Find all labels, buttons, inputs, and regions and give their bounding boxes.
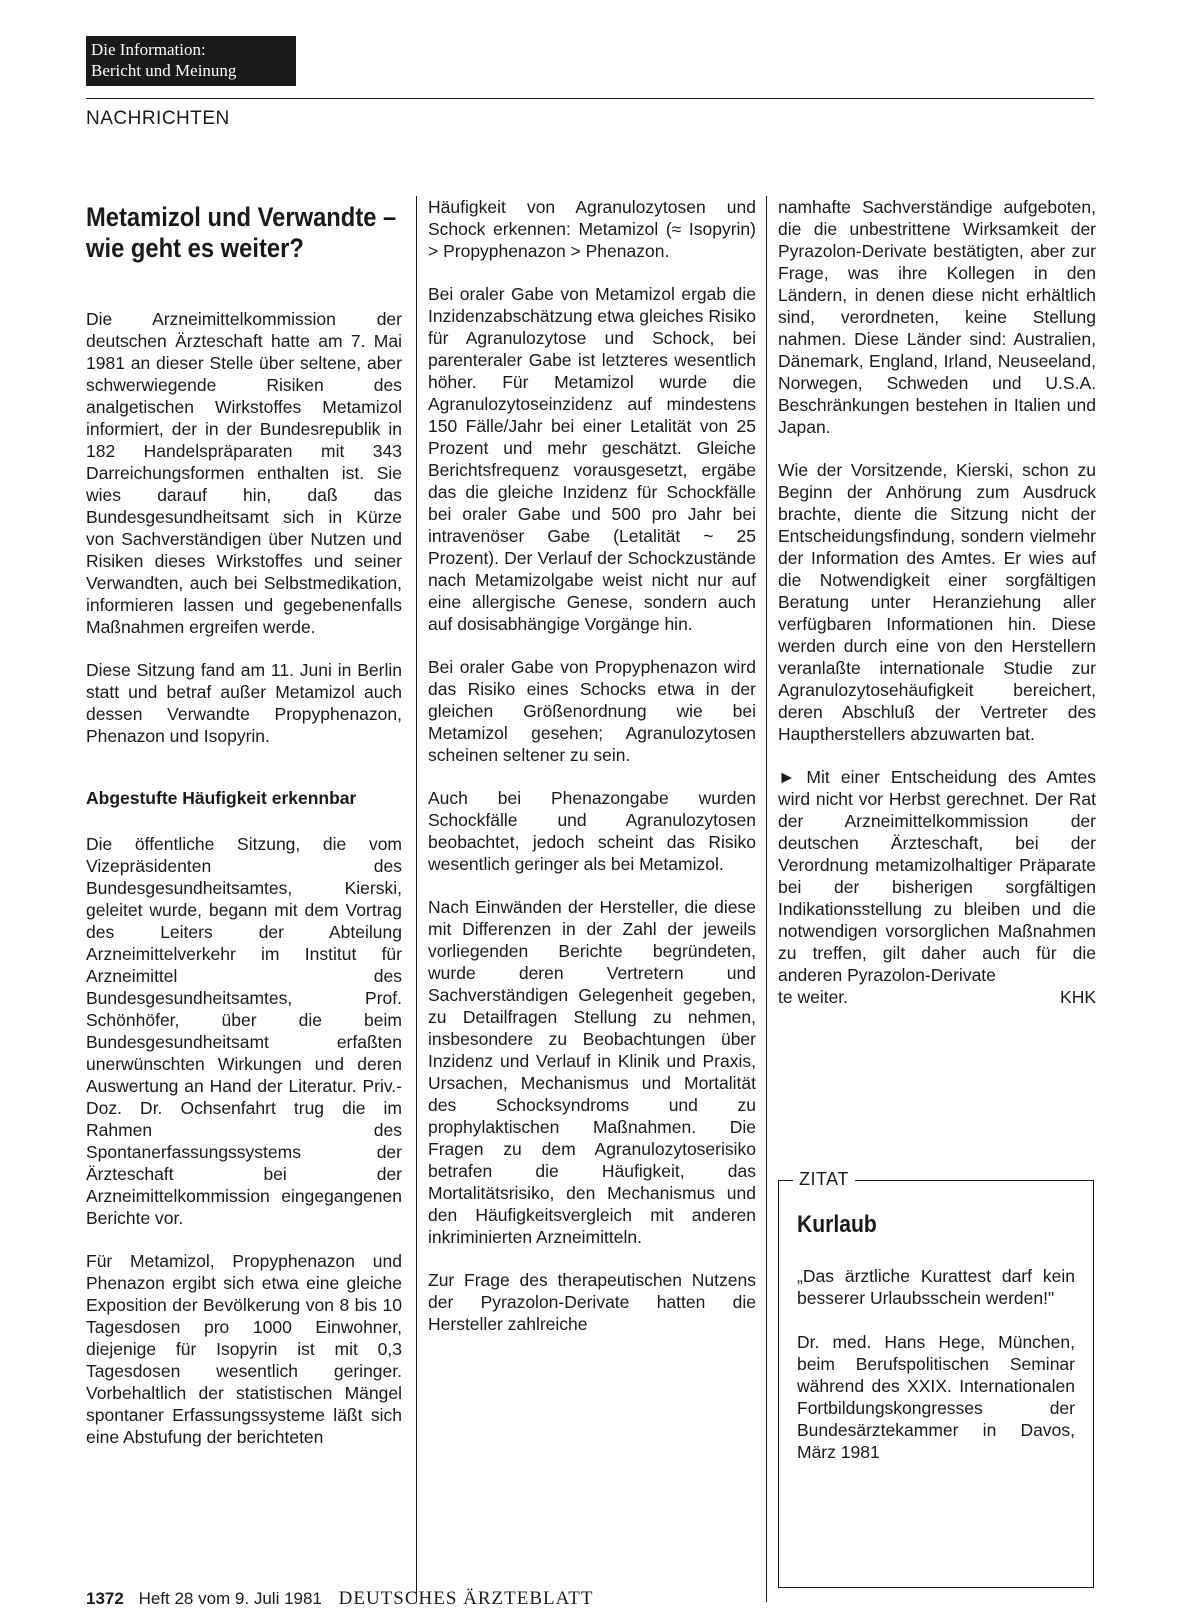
column-divider-2	[766, 196, 767, 1602]
paragraph: Zur Frage des therapeutischen Nutzens der Pyrazolon-Derivate hatten die Hersteller zahlreiche	[428, 1270, 756, 1334]
top-rule	[86, 98, 1094, 99]
quote-box	[778, 1169, 1094, 1588]
paragraph: ► Mit einer Entscheidung des Amtes wird nicht vor Herbst gerechnet. Der Rat der Arzneimittelkommission der deutschen Ärzteschaft, bei der Verordnung metamizolhaltiger Präparate bei der bisherigen sorgfältigen Indikationsstellung zu bleiben und die notwendigen vorsorglichen Maßnahmen zu treffen, gilt daher auch für die anderen Pyrazolon-Derivate	[778, 767, 1096, 985]
paragraph: namhafte Sachverständige aufgeboten, die die unbestrittene Wirksamkeit der Pyrazolon-Derivate bestätigten, aber zur Frage, was ihre Kollegen in den Ländern, in denen diese nicht erhältlich sind, verordneten, keine Stellung nahmen. Diese Länder sind: Australien, Dänemark, England, Irland, Neuseeland, Norwegen, Schweden und U.S.A. Beschränkungen bestehen in Italien und Japan.	[778, 197, 1096, 437]
section-label	[86, 36, 296, 86]
paragraph: Auch bei Phenazongabe wurden Schockfälle und Agranulozytosen beobachtet, jedoch scheint das Risiko wesentlich geringer als bei Metamizol.	[428, 788, 756, 874]
paragraph: Häufigkeit von Agranulozytosen und Schock erkennen: Metamizol (≈ Isopyrin) > Propyphenazon > Phenazon.	[428, 197, 756, 261]
page-footer	[86, 1588, 593, 1610]
paragraph: Für Metamizol, Propyphenazon und Phenazon ergibt sich etwa eine gleiche Exposition der Bevölkerung von 8 bis 10 Tagesdosen pro 1000 Einwohner, diejenige für Isopyrin ist mit 0,3 Tagesdosen wesentlich geringer. Vorbehaltlich der statistischen Mängel spontaner Erfassungssysteme läßt sich eine Abstufung der berichteten	[86, 1251, 402, 1447]
paragraph: Nach Einwänden der Hersteller, die diese mit Differenzen in der Zahl der jeweils vorliegenden Berichte begründeten, wurde deren Vertretern und Sachverständigen Gelegenheit gegeben, zu Detailfragen Stellung zu nehmen, insbesondere zu Beobachtungen über Inzidenz und Verlauf in Klinik und Praxis, Ursachen, Mechanismus und Mortalität des Schocksyndroms und zu prophylaktischen Maßnahmen. Die Fragen zu dem Agranulozytoserisiko betrafen die Häufigkeit, das Mortalitätsrisiko, den Mechanismus und den Häufigkeitsvergleich mit anderen inkriminierten Arzneimitteln.	[428, 897, 756, 1247]
quote-box-title: Kurlaub	[797, 1211, 877, 1238]
paragraph: Die öffentliche Sitzung, die vom Vizepräsidenten des Bundesgesundheitsamtes, Kierski, geleitet wurde, begann mit dem Vortrag des Leiters der Abteilung Arzneimittelverkehr im Institut für Arzneimittel des Bundesgesundheitsamtes, Prof. Schönhöfer, über die beim Bundesgesundheitsamt erfaßten unerwünschten Wirkungen und deren Auswertung an Hand der Literatur. Priv.-Doz. Dr. Ochsenfahrt trug die im Rahmen des Spontanerfassungssystems der Ärzteschaft bei der Arzneimittelkommission eingegangenen Berichte vor.	[86, 834, 402, 1228]
issue-info: Heft 28 vom 9. Juli 1981	[138, 1589, 322, 1608]
quote-box-label: ZITAT	[793, 1169, 855, 1190]
section-label-line-1: Die Information:	[91, 40, 206, 59]
column-2	[428, 196, 756, 1356]
column-3	[778, 196, 1096, 1008]
paragraph: Diese Sitzung fand am 11. Juni in Berlin statt und betraf außer Metamizol auch dessen Verwandte Propyphenazon, Phenazon und Isopyrin.	[86, 660, 402, 746]
page-number: 1372	[86, 1589, 124, 1608]
author-signature: KHK	[1060, 987, 1096, 1007]
column-1	[86, 196, 402, 1469]
signoff-line	[778, 986, 1096, 1008]
subheading: Abgestufte Häufigkeit erkennbar	[86, 788, 357, 808]
paragraph: Wie der Vorsitzende, Kierski, schon zu Beginn der Anhörung zum Ausdruck brachte, diente die Sitzung nicht der Entscheidungsfindung, sondern vielmehr der Information des Amtes. Er wies auf die Notwendigkeit einer sorgfältigen Beratung unter Heranziehung aller verfügbaren Informationen hin. Diese werden durch eine von den Herstellern veranlaßte internationale Studie zur Agranulozytosehäufigkeit bereichert, deren Abschluß der Vertreter des Hauptherstellers abzuwarten bat.	[778, 460, 1096, 744]
rubric: NACHRICHTEN	[86, 108, 230, 129]
journal-name: DEUTSCHES ÄRZTEBLATT	[338, 1588, 594, 1609]
article-headline: Metamizol und Verwandte – wie geht es weiter?	[86, 202, 397, 263]
quote-text: „Das ärztliche Kurattest darf kein besserer Urlaubsschein werden!"	[797, 1266, 1075, 1308]
section-label-line-2: Bericht und Meinung	[91, 61, 237, 80]
paragraph: Die Arzneimittelkommission der deutschen Ärzteschaft hatte am 7. Mai 1981 an dieser Stelle über seltene, aber schwerwiegende Risiken des analgetischen Wirkstoffes Metamizol informiert, der in der Bundesrepublik in 182 Handelspräparaten mit 343 Darreichungsformen enthalten ist. Sie wies darauf hin, daß das Bundesgesundheitsamt sich in Kürze von Sachverständigen über Nutzen und Risiken dieses Wirkstoffes und seiner Verwandten, auch bei Selbstmedikation, informieren lassen und gegebenenfalls Maßnahmen ergreifen werde.	[86, 309, 402, 637]
paragraph: Bei oraler Gabe von Propyphenazon wird das Risiko eines Schocks etwa in der gleichen Größenordnung wie bei Metamizol gesehen; Agranulozytosen scheinen seltener zu sein.	[428, 657, 756, 765]
paragraph: Bei oraler Gabe von Metamizol ergab die Inzidenzabschätzung etwa gleiches Risiko für Agranulozytose und Schock, bei parenteraler Gabe ist letzteres wesentlich höher. Für Metamizol wurde die Agranulozytoseinzidenz auf mindestens 150 Fälle/Jahr bei einer Letalität von 25 Prozent und mehr geschätzt. Gleiche Berichtsfrequenz vorausgesetzt, ergäbe das die gleiche Inzidenz für Schockfälle bei oraler Gabe und 500 pro Jahr bei intravenöser Gabe (Letalität ~ 25 Prozent). Der Verlauf der Schockzustände nach Metamizolgabe weist nicht nur auf eine allergische Genese, sondern auch auf dosisabhängige Vorgänge hin.	[428, 284, 756, 634]
column-divider-1	[416, 196, 417, 1602]
quote-source: Dr. med. Hans Hege, München, beim Berufspolitischen Seminar während des XXIX. Internationalen Fortbildungskongresses der Bundesärztekammer in Davos, März 1981	[797, 1332, 1075, 1462]
final-line: te weiter.	[778, 987, 849, 1007]
